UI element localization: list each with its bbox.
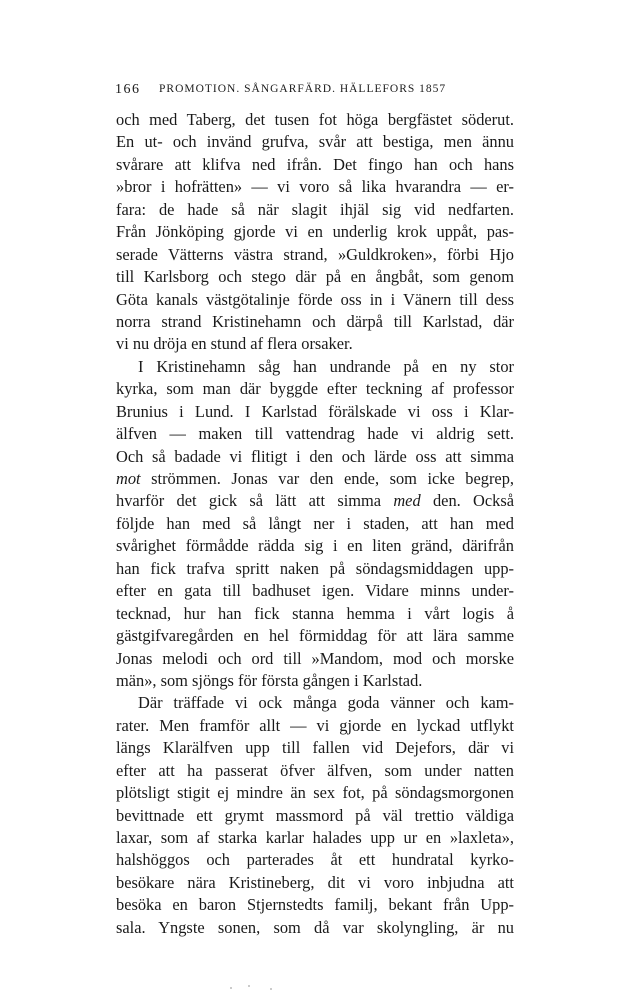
text-line: sala. Yngste sonen, som då var skolyngling, är nu [116, 917, 514, 937]
text-line: tecknad, hur han fick stanna hemma i vårt logis å [116, 603, 514, 623]
running-title: PROMOTION. SÅNGARFÄRD. HÄLLEFORS 1857 [159, 83, 447, 95]
text-line: Och så badade vi flitigt i den och lärde oss att simma [116, 446, 514, 466]
text-line-italic: mot strömmen. Jonas var den ende, som icke begrep, [116, 469, 514, 488]
text-line: serade Vätterns västra strand, »Guldkroken», förbi Hjo [116, 244, 514, 264]
page-number: 166 [115, 82, 141, 97]
text-line: efter att ha passerat öfver älfven, som under natten [116, 760, 514, 780]
text-line: gästgifvaregården en hel förmiddag för att lära samme [116, 626, 514, 646]
text-line: vi nu dröja en stund af flera orsaker. [116, 334, 353, 354]
text-line: plötsligt stigit ej mindre än sex fot, på söndagsmorgonen [116, 783, 514, 803]
text-line: han fick trafva spritt naken på söndagsmiddagen upp- [116, 558, 514, 578]
text-line: halshöggos och parterades åt ett hundratal kyrko- [116, 850, 514, 870]
text-line: män», som sjöngs för första gången i Karlstad. [116, 670, 423, 690]
text-line: kyrka, som man där byggde efter teckning af professor [116, 379, 514, 399]
text-line: Göta kanals västgötalinje förde oss in i Vänern till dess [116, 289, 514, 309]
text-line: älfven — maken till vattendrag hade vi aldrig sett. [116, 424, 514, 444]
text-line: norra strand Kristinehamn och därpå till Karlstad, där [116, 311, 514, 331]
text-line: laxar, som af starka karlar halades upp ur en »laxleta», [116, 828, 514, 847]
body-text [116, 109, 514, 939]
text-line: längs Klarälfven upp till fallen vid Dejefors, där vi [116, 738, 514, 758]
text-line: till Karlsborg och stego där på en ångbåt, som genom [116, 267, 514, 287]
text-line: och med Taberg, det tusen fot höga bergfästet söderut. [116, 110, 514, 129]
text-line-italic: hvarför det gick så lätt att simma med den. Också [116, 491, 514, 511]
text-line: besökare nära Kristineberg, dit vi voro inbjudna att [116, 872, 514, 892]
text-line: »bror i hofrätten» — vi voro så lika hvarandra — er- [116, 177, 514, 197]
text-line: följde han med så långt ner i staden, att han med [116, 513, 514, 533]
text-line: besöka en baron Stjernstedts familj, bekant från Upp- [116, 895, 514, 915]
text-line: Där träffade vi ock många goda vänner och kam- [138, 693, 514, 713]
text-line: Brunius i Lund. I Karlstad förälskade vi oss i Klar- [116, 401, 514, 421]
text-line: fara: de hade så när slagit ihjäl sig vid nedfarten. [116, 199, 514, 219]
text-line: En ut- och invänd grufva, svår att bestiga, men ännu [116, 132, 514, 152]
text-line: efter en gata till badhuset igen. Vidare minns under- [116, 581, 514, 601]
text-line: rater. Men framför allt — vi gjorde en lyckad utflykt [116, 715, 514, 735]
emphasis: med [393, 491, 421, 511]
text-line: svårighet förmådde rädda sig i en liten gränd, därifrån [116, 536, 514, 556]
text-line: Jonas melodi och ord till »Mandom, mod och morske [116, 648, 514, 668]
text-line: bevittnade ett grymt massmord på väl trettio väldiga [116, 805, 514, 825]
running-head [115, 82, 515, 102]
text-line: I Kristinehamn såg han undrande på en ny stor [138, 356, 514, 376]
text-line: Från Jönköping gjorde vi en underlig krok uppåt, pas- [116, 222, 514, 242]
emphasis: mot [116, 469, 141, 488]
scan-speck [230, 985, 290, 991]
text-line: svårare att klifva ned ifrån. Det fingo han och hans [116, 154, 514, 174]
